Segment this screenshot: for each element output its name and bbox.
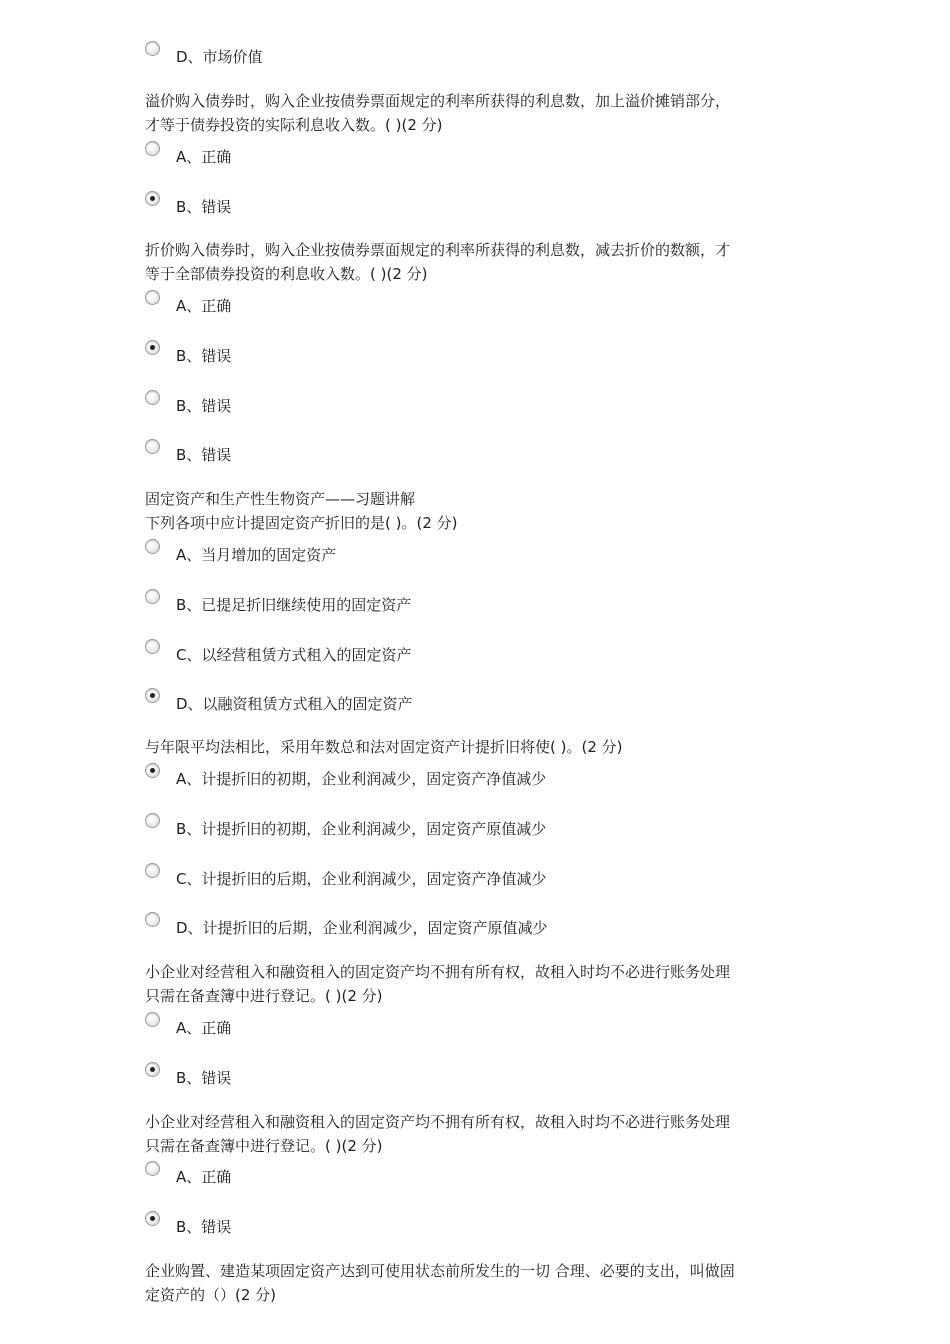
question-text bbox=[145, 511, 810, 535]
question-text bbox=[145, 89, 810, 137]
option-label: A、正确 bbox=[176, 297, 232, 315]
option-label: B、计提折旧的初期，企业利润减少，固定资产原值减少 bbox=[176, 820, 547, 838]
radio-button[interactable] bbox=[145, 1012, 160, 1027]
radio-button-checked[interactable] bbox=[145, 763, 160, 778]
radio-button-checked[interactable] bbox=[145, 688, 160, 703]
radio-button[interactable] bbox=[145, 390, 160, 405]
radio-button-checked[interactable] bbox=[145, 340, 160, 355]
option-label: C、计提折旧的后期，企业利润减少，固定资产净值减少 bbox=[176, 870, 547, 888]
question-line: 企业购置、建造某项固定资产达到可使用状态前所发生的一切 合理、必要的支出，叫做固 bbox=[145, 1262, 735, 1280]
radio-button[interactable] bbox=[145, 141, 160, 156]
question-line: 只需在备查簿中进行登记。( )(2 分) bbox=[145, 1137, 383, 1155]
question-line: 下列各项中应计提固定资产折旧的是( )。(2 分) bbox=[145, 514, 458, 532]
radio-button[interactable] bbox=[145, 589, 160, 604]
radio-button[interactable] bbox=[145, 41, 160, 56]
option-label: B、错误 bbox=[176, 446, 232, 464]
option-label: A、正确 bbox=[176, 1019, 232, 1037]
option-label: D、以融资租赁方式租入的固定资产 bbox=[176, 695, 413, 713]
question-line: 折价购入债券时，购入企业按债券票面规定的利率所获得的利息数，减去折价的数额，才 bbox=[145, 241, 731, 259]
question-line: 溢价购入债券时，购入企业按债券票面规定的利率所获得的利息数，加上溢价摊销部分， bbox=[145, 92, 731, 110]
option-label: B、错误 bbox=[176, 1218, 232, 1236]
radio-button-checked[interactable] bbox=[145, 1062, 160, 1077]
option-label: A、正确 bbox=[176, 1168, 232, 1186]
question-line: 与年限平均法相比，采用年数总和法对固定资产计提折旧将使( )。(2 分) bbox=[145, 738, 623, 756]
radio-button-checked[interactable] bbox=[145, 191, 160, 206]
radio-button[interactable] bbox=[145, 539, 160, 554]
question-line: 定资产的（）(2 分) bbox=[145, 1286, 277, 1304]
option-label: D、市场价值 bbox=[176, 48, 263, 66]
option-label: A、计提折旧的初期，企业利润减少，固定资产净值减少 bbox=[176, 770, 547, 788]
question-line: 小企业对经营租入和融资租入的固定资产均不拥有所有权，故租入时均不必进行账务处理 bbox=[145, 1113, 731, 1131]
option-label: B、错误 bbox=[176, 198, 232, 216]
radio-button[interactable] bbox=[145, 639, 160, 654]
radio-button[interactable] bbox=[145, 863, 160, 878]
option-label: A、当月增加的固定资产 bbox=[176, 546, 337, 564]
radio-button[interactable] bbox=[145, 912, 160, 927]
option-label: B、已提足折旧继续使用的固定资产 bbox=[176, 596, 412, 614]
option-label: C、以经营租赁方式租入的固定资产 bbox=[176, 646, 412, 664]
question-text bbox=[145, 238, 810, 286]
radio-button[interactable] bbox=[145, 290, 160, 305]
radio-button[interactable] bbox=[145, 439, 160, 454]
option-label: B、错误 bbox=[176, 1069, 232, 1087]
radio-button-checked[interactable] bbox=[145, 1211, 160, 1226]
option-label: A、正确 bbox=[176, 148, 232, 166]
option-label: B、错误 bbox=[176, 347, 232, 365]
radio-button[interactable] bbox=[145, 813, 160, 828]
question-line: 只需在备查簿中进行登记。( )(2 分) bbox=[145, 987, 383, 1005]
section-title: 固定资产和生产性生物资产——习题讲解 bbox=[145, 490, 416, 508]
question-line: 小企业对经营租入和融资租入的固定资产均不拥有所有权，故租入时均不必进行账务处理 bbox=[145, 963, 731, 981]
question-line: 等于全部债券投资的利息收入数。( )(2 分) bbox=[145, 265, 428, 283]
radio-button[interactable] bbox=[145, 1161, 160, 1176]
option-label: B、错误 bbox=[176, 397, 232, 415]
question-text bbox=[145, 735, 810, 759]
option-label: D、计提折旧的后期，企业利润减少，固定资产原值减少 bbox=[176, 919, 548, 937]
question-text bbox=[145, 1110, 810, 1158]
question-line: 才等于债券投资的实际利息收入数。( )(2 分) bbox=[145, 116, 443, 134]
question-text bbox=[145, 1259, 810, 1307]
question-text bbox=[145, 960, 810, 1008]
